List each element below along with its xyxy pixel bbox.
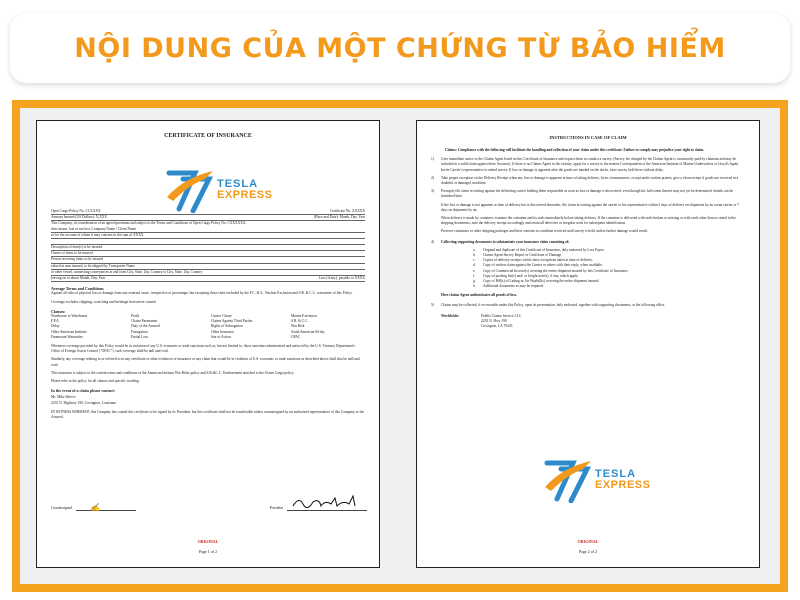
logo-text-tesla: TESLA	[595, 468, 637, 480]
document-item: f. Copy of packing list(s) and/ or freight note(s), if any, which apply.	[473, 273, 579, 278]
original-label: ORIGINAL	[577, 539, 599, 544]
place-date: (Place and Date): Month, Day, Year	[313, 215, 365, 220]
clause-item: S.R. & C.C.	[291, 319, 309, 324]
contact-name: Mr. Mike Shreve	[51, 395, 76, 400]
logo-text-express: EXPRESS	[595, 479, 651, 491]
average-terms-title: Average Terms and Conditions	[51, 286, 104, 292]
logo-text-tesla: TESLA	[217, 178, 259, 190]
clause-item: Warehouse to Warehouse	[51, 314, 88, 319]
document-item: a. Original and duplicate of this Certificate of Insurance, duly endorsed by Loss Payee.	[473, 247, 605, 252]
coverage-text: Coverage excludes chipping, scratching and breakage howsoever caused.	[51, 299, 157, 304]
account-line: or for the account of whom it may concern in the sum of XXXX	[51, 233, 365, 239]
owner-line: Owner of items to be insured	[51, 251, 365, 257]
certificate-page-2	[416, 120, 760, 568]
loss-payable: Loss (if any), payable to XXXX	[318, 276, 365, 281]
document-frame	[12, 100, 788, 592]
clause-item: Fumigation	[131, 329, 148, 334]
consideration-text: This Company, in consideration of an agreed premium and subject to the Terms and Conditions of Open Cargo Policy No. CXXXXXX,	[51, 221, 247, 226]
event-title: In the event of a claim please contact:	[51, 388, 116, 394]
clause-item: F.P.A.	[51, 319, 60, 324]
clause-item: Claims Against Third Parties	[211, 319, 253, 324]
clause-item: Duty of the Assured	[131, 324, 160, 329]
instructions-heading: INSTRUCTIONS IN CASE OF CLAIM	[549, 135, 627, 140]
policy-number: Open Cargo Policy No. CULXXX	[51, 209, 101, 213]
clauses-grid	[51, 314, 365, 340]
clause-item: Other American Institute	[51, 329, 87, 334]
witness-text: IN WITNESS WHEREOF, this Company has caused this certificate to be signed by its President, but this certificate shall not be transferable unless countersigned by an authorized representative of this Company or the Assured.	[51, 409, 364, 420]
insure-line: does insure, lost or not lost, Company Name / Client Name	[51, 227, 365, 233]
document-item: h. Additional documents as may be required.	[473, 284, 544, 289]
person-line: Person receiving items to be insured	[51, 257, 365, 263]
clause-item: Carrier Clause	[211, 314, 232, 319]
certificate-page-1	[36, 120, 380, 568]
original-label: ORIGINAL	[197, 539, 219, 544]
clause-item: Delay	[51, 324, 60, 329]
amount-insured: Amount Insured (US Dollars): X,XXX	[51, 215, 107, 220]
certificate-heading: CERTIFICATE OF INSURANCE	[164, 133, 252, 139]
instruction-item-5: 5) Claims may be collected, if recoverable under this Policy, upon its presentation, duly endorsed, together with supporting documents, at the following office.	[431, 302, 666, 307]
logo-77-plane-icon	[165, 167, 215, 213]
document-item: b. Claims Agent Survey Report or Certificate of Damage.	[473, 253, 563, 258]
clause-item: OFAC	[291, 334, 301, 339]
agent-address-2: Covington, LA 70433	[481, 324, 513, 329]
page-number: Page 2 of 2	[578, 549, 598, 554]
document-item: d. Copy of written claim against the Carrier or others with their reply, when available.	[473, 263, 603, 268]
clause-item: Sue or Action	[211, 334, 231, 339]
claims-intro: Claims: Compliance with the following will facilitate the handling and collection of your claim under this certificate. Failure to comply may prejudice your right to claim.	[445, 148, 705, 152]
instruction-item-2: 2) Take proper exception on the Delivery Receipt when any loss or damage is apparent at time of taking delivery. In no circumstances, except under written protest, give a clean receipt if goods are received in a doubtful or damaged condition.	[431, 175, 739, 186]
clause-item: Chaise Paramount	[131, 319, 158, 324]
contact-address: 2235 N. Highway 190, Covington, Louisiana	[51, 400, 116, 405]
clause-item: Rights of Subrogation	[211, 324, 243, 329]
document-item: e. Copy of Commercial Invoice(s) covering the entire shipment insured by this Certificate of Insurance.	[473, 268, 629, 273]
tesla-express-logo	[165, 167, 272, 213]
president-label: President	[269, 505, 283, 510]
president-signature-icon	[291, 494, 361, 510]
logo-text-express: EXPRESS	[217, 189, 273, 201]
loss-not-apparent-text: If the loss or damage is not apparent at time of delivery but is discovered thereafter, file claim in writing against the carrier or his representative within 3 days of delivery on shipments by an ocean carrier or 7 days on shipments by air.	[441, 202, 740, 212]
clause-item: Other Insurance	[211, 329, 235, 334]
countersigned-label: Countersigned	[51, 505, 72, 510]
banner-title: NỘI DUNG CỦA MỘT CHỨNG TỪ BẢO HIỂM	[74, 32, 726, 64]
clause-item: War Risk	[291, 324, 305, 329]
certificate-number: Certificate No. XXXXX	[329, 209, 365, 213]
similarly-text: Similarly, any coverage relating to or referred to in any certificate or other evidences of insurance or any claim that would be in violation of U.S. economic or trade sanctions as described above shall also be null and void.	[51, 357, 360, 367]
banner-pill	[10, 13, 790, 83]
clause-item: Partial Loss	[131, 334, 149, 339]
banner	[0, 0, 800, 96]
clause-item: South American 60 day	[291, 329, 325, 334]
clause-item: Perils	[131, 314, 140, 319]
clause-item: Marine Extension	[291, 314, 317, 319]
whenever-text: Whenever coverage provided by this Policy would be in violation of any U.S. economic or trade sanctions such as, but not limited to, those sanctions administered and enforced by the U.S. Treasury Department's Office of Foreign Assets Control ("OFAC"), such coverage shall be null and void.	[51, 344, 356, 354]
conveyance-line: or other vessel, connecting conveyances at and from City, State, Zip, Country to City, State, Zip, Country	[51, 270, 365, 276]
subject-text: This insurance is subject to the current terms and conditions of the American Institute War Risks policy and S.R.&C.C. Endorsement attached to the Ocean Cargo policy.	[51, 370, 295, 375]
supporting-documents-list	[431, 248, 745, 290]
here-claims-text: Here claims Agent authenticates all proofs of loss.	[441, 293, 517, 298]
tesla-express-logo-2	[543, 457, 650, 503]
container-text: When delivery is made by container, examine the container and its seals immediately before taking delivery. If the container is delivered with seals broken or missing or with seals other than as stated in the shipping documents, note the delivery receipt accordingly and retain all defective or irregular seals for subsequent identification.	[441, 216, 736, 226]
agent-name: Fidelis Claims Service LLC	[481, 313, 522, 318]
clauses-title: Clauses:	[51, 308, 66, 314]
refer-text: Please refer to the policy for all clauses and specific wording.	[51, 379, 140, 384]
clause-item: Paramount Warranties	[51, 334, 83, 339]
instruction-item-3: 3) Promptly file claim in writing against the delivering carrier holding them responsible as soon as loss or damage is discovered, even though the full extent thereof may not yet be determined; details can be furnished later.	[431, 189, 734, 199]
agent-address-1: 2235 N. Hwy 190	[481, 319, 507, 324]
instruction-item-4: 4) Collecting supporting documents to substantiate your insurance claim consisting of:	[431, 239, 570, 244]
instruction-item-1: 1) Give immediate notice to the Claims Agent listed on this Certificate of Insurance and request them to conduct a survey. (Survey fee charged by the Claims Agent is customarily paid by claimant and may be included in a valid claim against these Assurers). If there is no Claims Agent in the vicinity, apply for a survey to the nearest Correspondent of the American Institute of Marine Underwriters or Lloyd's Agent. Invite Carrier's representative to attend survey. If loss or damage is apparent after the goods are handed on the docks, have survey held there without delay.	[431, 157, 740, 172]
document-item: g. Copy of Bill(s) of Lading or Air Waybill(s) covering the entire shipment insured.	[473, 279, 600, 284]
logo-77-plane-icon	[543, 457, 593, 503]
worldwide-block	[431, 314, 745, 330]
description-line: Description of item(s) to be insured	[51, 245, 365, 251]
worldwide-label: Worldwide:	[441, 313, 460, 318]
average-terms-text: Against all risks of physical loss or damage from any external cause, irrespective of percentage, but excepting those risks excluded by the F.C. & S., Nuclear Exclusion and S.R. & C.C. warranties of this Policy.	[51, 291, 353, 296]
leaving-date: leaving on or about Month, Day, Year	[51, 276, 106, 281]
preserve-text: Preserve containers or other shipping packages and their contents in condition received until survey is held, unless further damage would result.	[441, 229, 648, 234]
valued-line: valued at sum insured, to be shipped by Transporter Name	[51, 264, 365, 270]
document-item: c. Copies of delivery receipts which show exceptions taken at time of delivery.	[473, 258, 593, 263]
page-number: Page 1 of 2	[198, 549, 218, 554]
countersign-signature-icon: ✍	[89, 502, 100, 512]
